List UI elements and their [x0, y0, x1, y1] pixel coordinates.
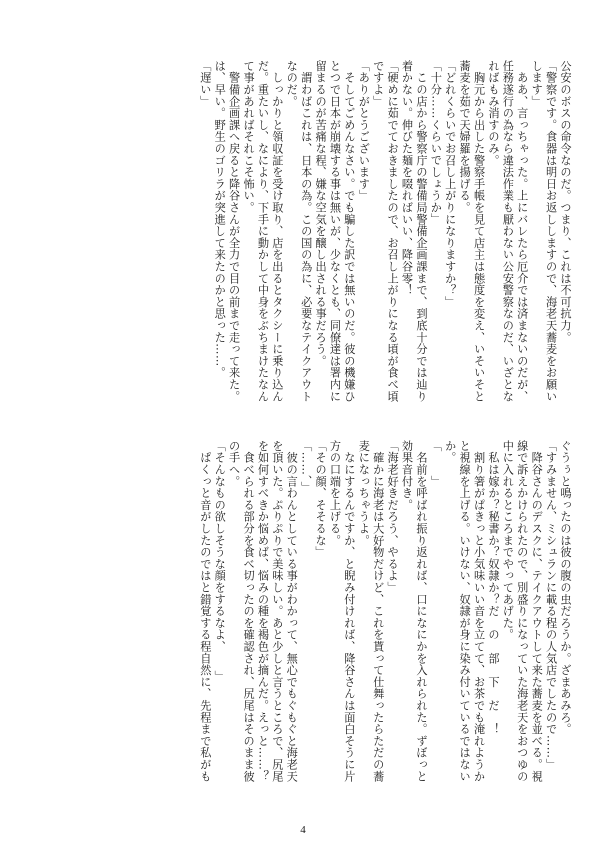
upper-text-line: 謂わばこれは、日本の為。この国の為に、必要なテイクアウト: [299, 60, 313, 403]
lower-text-line: 中に入れるところまでやってあげた。: [501, 440, 515, 641]
upper-text-block: [32, 60, 572, 422]
upper-text-line: 「ありがとうございます」: [357, 60, 371, 202]
lower-text-line: なにするんですか、と睨み付ければ、降谷さんは面白そうに片: [342, 440, 356, 783]
lower-text-line: 方の口端を上げる。: [328, 440, 342, 547]
lower-text-line: 降谷さんのデスクに、テイクアウトして来た蕎麦を並べる。視: [530, 440, 544, 783]
lower-text-line: 効果音付き。: [400, 440, 414, 511]
lower-text-line: ぱくっと音がしたのではと錯覚する程自然に、先程まで私がも: [198, 440, 212, 783]
upper-text-line: なのだ。: [285, 60, 299, 108]
lower-text-line: ぐうぅと鳴ったのは彼の腹の虫だろうか。ざまあみろ。: [559, 440, 572, 735]
upper-text-line: 留まるのが苦痛な程、嫌な空気を醸し出される事だろう。: [314, 60, 328, 367]
lower-text-line: 割り箸がぱきっと小気味いい音を立てて、お茶でも淹れようか: [472, 440, 486, 783]
lower-text-line: 彼の言わんとしている事がわかって、無心でもぐもぐと海老天: [285, 440, 299, 783]
upper-text-line: とつで日本が崩壊する事は無いが、少なくとも、同僚達は署内に: [328, 60, 342, 403]
lower-text-line: を頂いた。ぷりぷりで美味しい。あと少しと言うところで、尻尾: [270, 440, 284, 783]
lower-text-line: 「その顔、そそるな」: [314, 440, 328, 558]
upper-text-line: 公安のボスの命令なのだ。つまり、これは不可抗力。: [559, 60, 572, 344]
upper-text-line: この店から警察庁の警備局警備企画課まで、到底十分では辿り: [414, 60, 428, 403]
upper-text-line: 「警察です。食器は明日お返ししますので、海老天蕎麦をお願い: [544, 60, 558, 403]
upper-text-line: ればもみ消すのみ。: [486, 60, 500, 167]
upper-text-line: 警備企画課へ戻ると降谷さんが全力で目の前まで走って来た。: [227, 60, 241, 403]
lower-text-line: 「そんなもの欲しそうな顔をするなよ、 」: [213, 440, 227, 683]
lower-text-line: と視線を上げる。いけない、奴隷が身に染み付いているではない: [458, 440, 472, 783]
upper-text-line: ですよ」: [371, 60, 385, 108]
upper-text-line: 蕎麦を茹で天婦羅を揚げる。: [458, 60, 472, 214]
upper-text-line: 「遅い」: [198, 60, 212, 108]
lower-text-line: 「 」: [429, 440, 443, 488]
lower-text-line: 線で訴えかけられたので、別盛りになっていた海老天をおつゆの: [515, 440, 529, 783]
lower-text-line: を如何すべきか悩めば、悩みの種を褐色が摘んだ。えっと……？: [256, 440, 270, 783]
upper-text-line: 「硬めに茹でておきましたので、お召し上がりになる頃が食べ頃: [386, 60, 400, 403]
lower-text-line: 名前を呼ばれ振り返れば、口になにかを入れられた。ずぼっと: [414, 440, 428, 783]
upper-text-line: 胸元から出した警察手帳を見て店主は態度を変え、いそいそと: [472, 60, 486, 403]
lower-text-line: 麦になっちゃうよ。: [357, 440, 371, 547]
lower-text-line: の手へ。: [227, 440, 241, 488]
lower-text-block: [32, 440, 572, 802]
lower-text-line: 「すみません、ミシュランに載る程の人気店でしたので……」: [544, 440, 558, 771]
upper-text-line: します」: [530, 60, 544, 108]
upper-text-line: て事があればそれこそ怖い。: [242, 60, 256, 214]
upper-text-line: ああ、言っちゃった。上にバレたら厄介では済まないのだが、: [515, 60, 529, 403]
lower-text-line: 食べられる部分を食べ切ったのを確認され、尻尾はそのまま彼: [242, 440, 256, 783]
page-number: 4: [300, 824, 306, 836]
upper-text-line: だ。重たいし、なにより、下手に動かして中身をぶちまけたなん: [256, 60, 270, 403]
upper-text-line: 任務遂行の為なら違法作業も厭わない公安警察なのだ、いざとな: [501, 60, 515, 403]
upper-text-line: 「十分……くらいでしょうか」: [429, 60, 443, 226]
upper-text-line: 着かない。伸びた麺を啜ればいい、降谷零！: [400, 60, 414, 296]
lower-text-line: 「海老好きだろう、やるよ」: [386, 440, 400, 594]
upper-text-line: 「どれくらいでお召し上がりになりますか？」: [443, 60, 457, 308]
lower-text-line: 「……、」: [299, 440, 313, 494]
lower-text-line: 確かに海老は大好物だけど、これを貰って仕舞ったらただの蕎: [371, 440, 385, 783]
upper-text-line: しっかりと領収証を受け取り、店を出るとタクシーに乗り込ん: [270, 60, 284, 403]
lower-text-line: か。: [443, 440, 457, 464]
lower-text-line: 私は嫁か？秘書か？奴隷か？だ の 部 下 だ ！: [486, 440, 500, 735]
upper-text-line: そしてごめんなさい。でも騙した訳では無いのだ。彼の機嫌ひ: [342, 60, 356, 403]
upper-text-line: は、早い。野生のゴリラが突進して来たのかと思った……。: [213, 60, 227, 379]
